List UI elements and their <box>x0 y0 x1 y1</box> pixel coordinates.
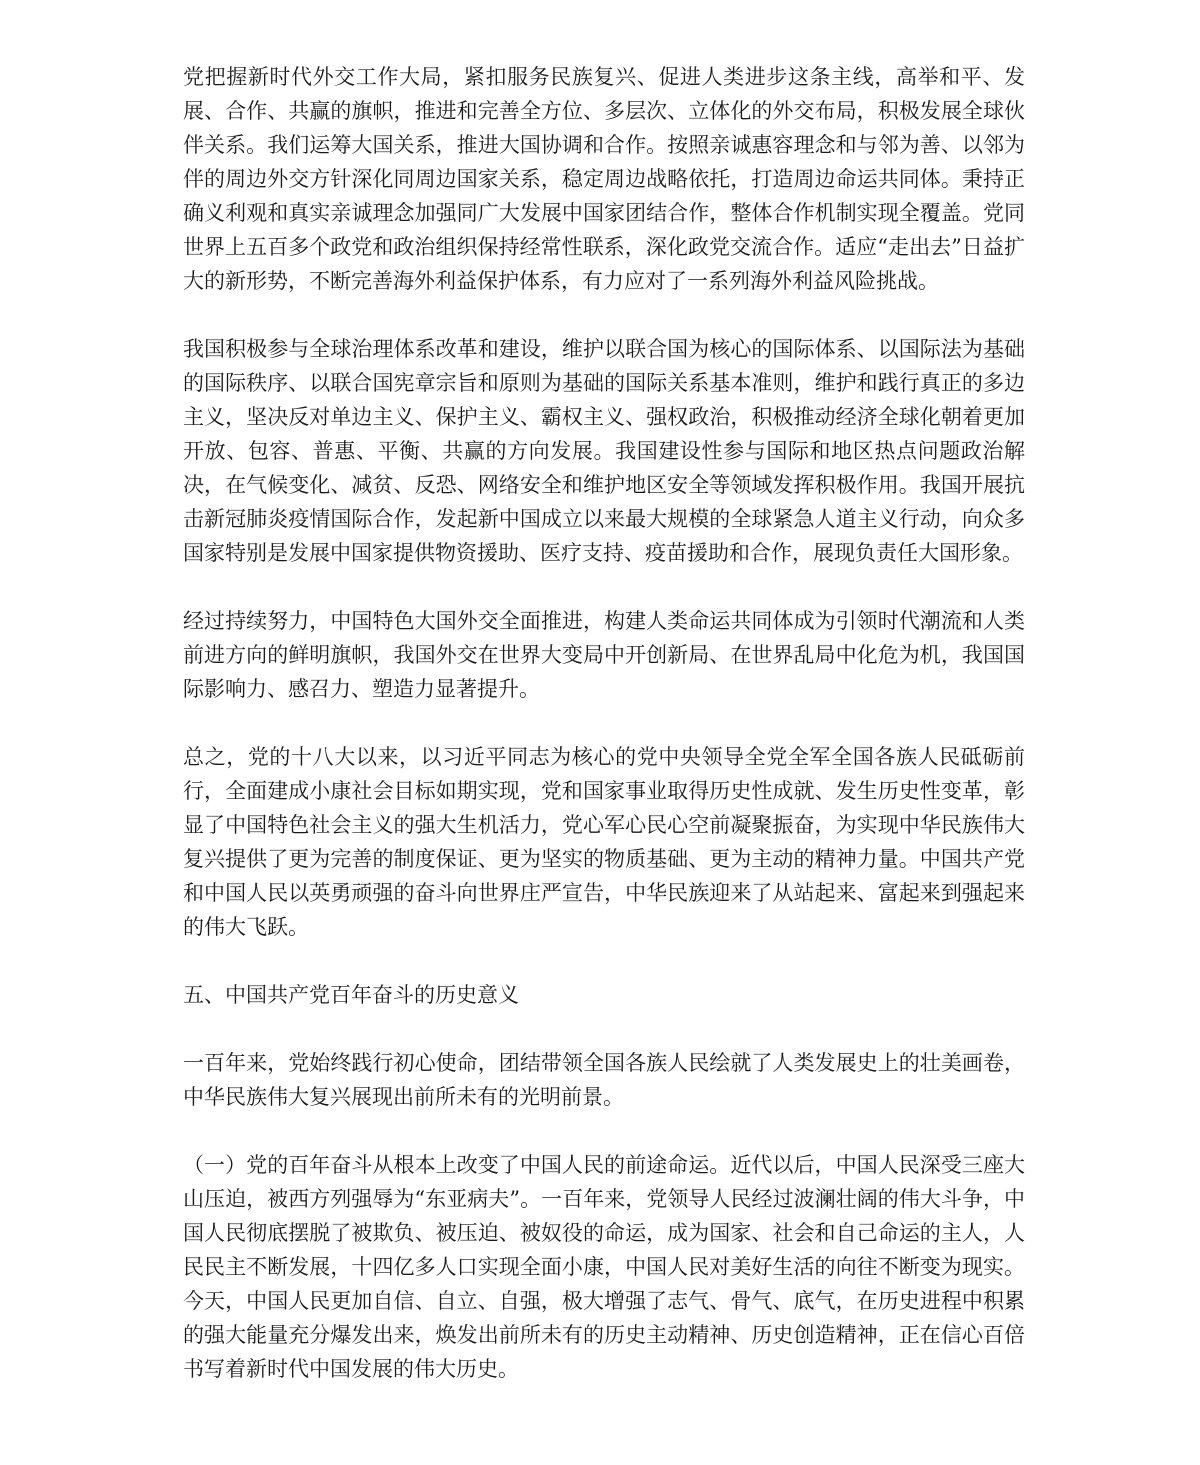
paragraph-hundred-years: 一百年来，党始终践行初心使命，团结带领全国各族人民绘就了人类发展史上的壮美画卷，中华民族伟大复兴展现出前所未有的光明前景。 <box>183 1051 1025 1109</box>
paragraph-global-governance: 我国积极参与全球治理体系改革和建设，维护以联合国为核心的国际体系、以国际法为基础的国际秩序、以联合国宪章宗旨和原则为基础的国际关系基本准则，维护和践行真正的多边主义，坚决反对单边主义、保护主义、霸权主义、强权政治，积极推动经济全球化朝着更加开放、包容、普惠、平衡、共赢的方向发展。我国建设性参与国际和地区热点问题政治解决，在气候变化、减贫、反恐、网络安全和维护地区安全等领域发挥积极作用。我国开展抗击新冠肺炎疫情国际合作，发起新中国成立以来最大规模的全球紧急人道主义行动，向众多国家特别是发展中国家提供物资援助、医疗支持、疫苗援助和合作，展现负责任大国形象。 <box>183 337 1025 565</box>
paragraph-summary: 总之，党的十八大以来，以习近平同志为核心的党中央领导全党全军全国各族人民砥砺前行，全面建成小康社会目标如期实现，党和国家事业取得历史性成就、发生历史性变革，彰显了中国特色社会主义的强大生机活力，党心军心民心空前凝聚振奋，为实现中华民族伟大复兴提供了更为完善的制度保证、更为坚实的物质基础、更为主动的精神力量。中国共产党和中国人民以英勇顽强的奋斗向世界庄严宣告，中华民族迎来了从站起来、富起来到强起来的伟大飞跃。 <box>183 745 1025 939</box>
paragraph-diplomacy-layout: 党把握新时代外交工作大局，紧扣服务民族复兴、促进人类进步这条主线，高举和平、发展、合作、共赢的旗帜，推进和完善全方位、多层次、立体化的外交布局，积极发展全球伙伴关系。我们运筹大国关系，推进大国协调和合作。按照亲诚惠容理念和与邻为善、以邻为伴的周边外交方针深化同周边国家关系，稳定周边战略依托，打造周边命运共同体。秉持正确义利观和真实亲诚理念加强同广大发展中国家团结合作，整体合作机制实现全覆盖。党同世界上五百多个政党和政治组织保持经常性联系，深化政党交流合作。适应“走出去”日益扩大的新形势，不断完善海外利益保护体系，有力应对了一系列海外利益风险挑战。 <box>183 65 1025 293</box>
section-heading: 五、中国共产党百年奋斗的历史意义 <box>183 983 519 1007</box>
paragraph-point-one: （一）党的百年奋斗从根本上改变了中国人民的前途命运。近代以后，中国人民深受三座大山压迫，被西方列强辱为“东亚病夫”。一百年来，党领导人民经过波澜壮阔的伟大斗争，中国人民彻底摆脱了被欺负、被压迫、被奴役的命运，成为国家、社会和自己命运的主人，人民民主不断发展，十四亿多人口实现全面小康，中国人民对美好生活的向往不断变为现实。今天，中国人民更加自信、自立、自强，极大增强了志气、骨气、底气，在历史进程中积累的强大能量充分爆发出来，焕发出前所未有的历史主动精神、历史创造精神，正在信心百倍书写着新时代中国发展的伟大历史。 <box>183 1153 1025 1381</box>
document-page <box>183 60 1025 1420</box>
paragraph-major-country-diplomacy: 经过持续努力，中国特色大国外交全面推进，构建人类命运共同体成为引领时代潮流和人类前进方向的鲜明旗帜，我国外交在世界大变局中开创新局、在世界乱局中化危为机，我国国际影响力、感召力、塑造力显著提升。 <box>183 609 1025 701</box>
